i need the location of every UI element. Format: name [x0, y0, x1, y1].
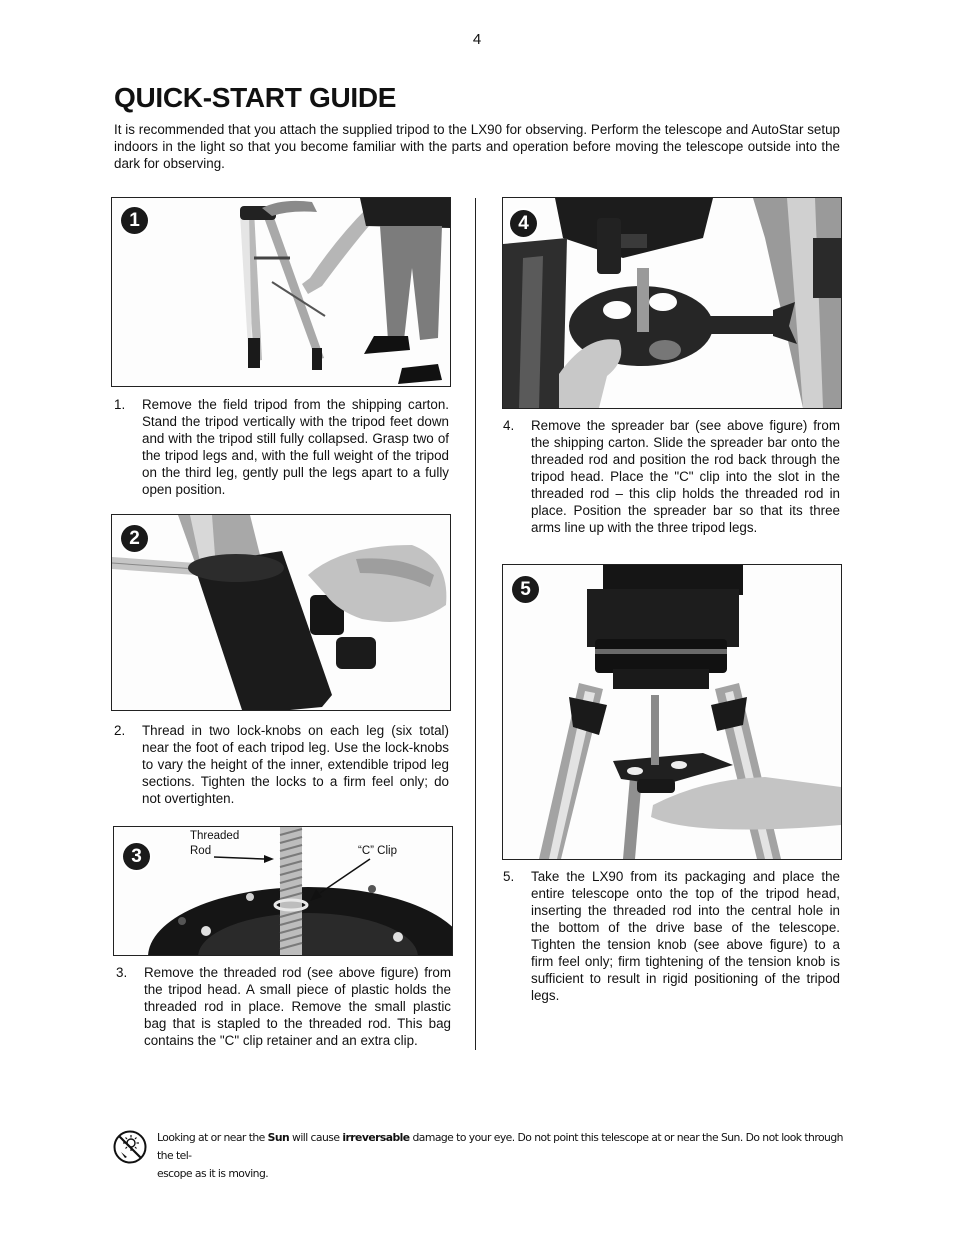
page-number: 4	[472, 31, 482, 48]
step-1-badge: 1	[121, 207, 148, 234]
warning-sun-word: Sun	[267, 1131, 290, 1144]
step-5-description: Take the LX90 from its packaging and place the entire telescope onto the top of the tripod head, inserting the threaded rod into the central hole in the bottom of the drive base of the telescope. Tighten the tension knob (see above figure) to a firm feel only; firm tightening of the tension knob is sufficient to result in rigid positioning of the tripod legs.	[531, 869, 840, 1003]
step-5-text	[503, 868, 840, 1004]
intro-paragraph: It is recommended that you attach the supplied tripod to the LX90 for observing. Perform the telescope and AutoStar setup indoors in the light so that you become familiar with the parts and operation before moving the telescope outside into the dark for observing.	[114, 122, 840, 171]
step-5-number: 5.	[503, 869, 515, 884]
step-5-photo	[502, 564, 842, 860]
step-4-number: 4.	[503, 418, 515, 433]
sun-warning-text	[157, 1129, 847, 1183]
page-title: QUICK-START GUIDE	[114, 82, 397, 113]
warning-text-part2: will cause	[289, 1131, 343, 1144]
warning-text-part1: Looking at or near the	[157, 1131, 268, 1144]
step-4-text	[503, 417, 840, 536]
threaded-rod-label-line2: Rod	[190, 845, 212, 857]
sun-warning-icon	[113, 1130, 147, 1164]
c-clip-callout: “C” Clip	[358, 845, 397, 857]
step-1-number: 1.	[114, 397, 126, 412]
warning-text-part3: damage to your eye. Do not point this telescope at or near the Sun. Do not look through the tel-	[157, 1131, 843, 1162]
step-5-badge: 5	[512, 576, 539, 603]
step-4-badge: 4	[510, 210, 537, 237]
step-3-photo	[113, 826, 453, 956]
step-3-text	[116, 964, 451, 1049]
step-2-text	[114, 722, 449, 807]
step-2-badge: 2	[121, 525, 148, 552]
step-1-text	[114, 396, 449, 498]
column-divider	[475, 198, 476, 1050]
step-1-description: Remove the field tripod from the shipping carton. Stand the tripod vertically with the tripod feet down and with the tripod still fully collapsed. Grasp two of the tripod legs and, with the full weight of the tripod on the third leg, gently pull the legs apart to a fully open position.	[142, 397, 449, 497]
step-3-badge: 3	[123, 843, 150, 870]
warning-line-1	[157, 1129, 847, 1165]
step-2-number: 2.	[114, 723, 126, 738]
step-2-photo	[111, 514, 451, 711]
step-2-description: Thread in two lock-knobs on each leg (six total) near the foot of each tripod leg. Use the lock-knobs to vary the height of the inner, extendible tripod leg sections. Tighten the locks to a firm feel only; do not overtighten.	[142, 723, 449, 806]
step-4-photo	[502, 197, 842, 409]
step-1-photo	[111, 197, 451, 387]
warning-irreversable-word: irreversable	[342, 1131, 410, 1144]
step-3-description: Remove the threaded rod (see above figure) from the tripod head. A small piece of plastic holds the threaded rod in place. Remove the small plastic bag that is stapled to the threaded rod. This bag contains the "C" clip retainer and an extra clip.	[144, 965, 451, 1048]
threaded-rod-label-line1: Threaded	[190, 830, 240, 842]
warning-line-2: escope as it is moving.	[157, 1167, 269, 1180]
step-4-description: Remove the spreader bar (see above figure) from the shipping carton. Slide the spreader bar onto the threaded rod and position the rod back through the tripod head. Place the "C" clip into the slot in the threaded rod – this clip holds the threaded rod in place. Position the spreader bar so that its three arms line up with the three tripod legs.	[531, 418, 840, 535]
threaded-rod-callout	[190, 829, 239, 859]
step-3-number: 3.	[116, 965, 128, 980]
